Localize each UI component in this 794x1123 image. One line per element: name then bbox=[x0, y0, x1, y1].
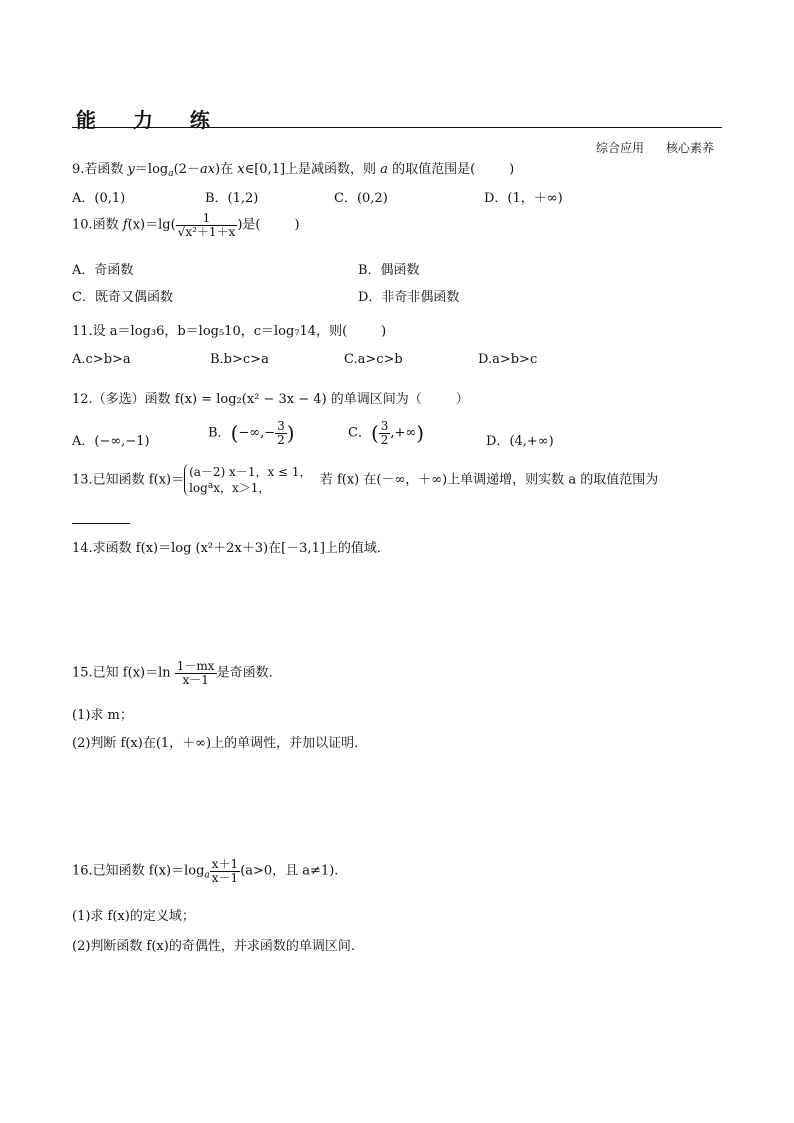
q16-part-1: (1)求 f(x)的定义域； bbox=[72, 909, 195, 924]
question-10: 10.函数 f(x)＝lg( $\frac{1}{\text{√x²＋1＋x}}$ )是( ) bbox=[72, 211, 300, 239]
q11-option-a: A.c>b>a bbox=[72, 352, 131, 367]
q13-piecewise: (a－2) x－1，x ≤ 1， $\log^ax$，x＞1， bbox=[184, 464, 311, 496]
q16-part-2: (2)判断函数 f(x)的奇偶性，并求函数的单调区间. bbox=[72, 939, 355, 954]
q9-option-a: A．(0,1) bbox=[72, 191, 126, 206]
q11-option-b: B.b>c>a bbox=[210, 352, 269, 367]
question-14: 14.求函数 f(x)＝log (x²＋2x＋3)在[－3,1]上的值域． bbox=[72, 541, 390, 556]
q10-option-d: D．非奇非偶函数 bbox=[358, 290, 460, 305]
question-9: 9.若函数 $y=\log_a(2-ax)$在 x∈[0,1]上是减函数，则 a 的取值范围是( ) bbox=[72, 162, 515, 179]
q10-fraction: $\frac{1}{\text{√x²＋1＋x}}$ bbox=[177, 211, 236, 239]
q10-option-a: A．奇函数 bbox=[72, 263, 134, 278]
question-15: 15.已知 f(x)＝ln $\frac{1-mx}{x-1}$ 是奇函数． bbox=[72, 659, 282, 687]
q12-option-a: A．(−∞,−1) bbox=[72, 434, 150, 449]
q12-option-b: B．(−∞,− $\frac{3}{2}$ ) bbox=[208, 419, 295, 447]
section-tags bbox=[596, 139, 714, 156]
q12-option-c: C．( $\frac{3}{2}$ ,+∞) bbox=[348, 419, 425, 447]
q15-part-1: (1)求 m； bbox=[72, 708, 133, 723]
q11-option-c: C.a>c>b bbox=[344, 352, 403, 367]
tag-comprehensive: 综合应用 bbox=[596, 141, 645, 155]
section-title: 能 力 练 bbox=[76, 108, 225, 132]
q16-fraction: $\frac{x+1}{x-1}$ bbox=[211, 857, 239, 885]
q15-part-2: (2)判断 f(x)在(1，＋∞)上的单调性，并加以证明． bbox=[72, 736, 368, 751]
q9-option-b: B．(1,2) bbox=[205, 191, 259, 206]
title-underline bbox=[72, 127, 722, 128]
tag-core-literacy: 核心素养 bbox=[666, 141, 715, 155]
q13-answer-blank[interactable] bbox=[72, 513, 130, 528]
question-16: 16.已知函数 $f(x)=\log_a$ $\frac{x+1}{x-1}$ (a>0，且 a≠1). bbox=[72, 857, 339, 885]
q10-option-b: B．偶函数 bbox=[358, 263, 420, 278]
q9-option-d: D．(1，＋∞) bbox=[484, 191, 563, 206]
q12-option-d: D．(4,+∞) bbox=[486, 434, 554, 449]
q15-fraction: $\frac{1-mx}{x-1}$ bbox=[176, 659, 215, 687]
q10-option-c: C．既奇又偶函数 bbox=[72, 290, 173, 305]
question-12: 12.（多选）函数 f(x) = log₂(x² − 3x − 4) 的单调区间为（ ） bbox=[72, 392, 469, 407]
q11-option-d: D.a>b>c bbox=[478, 352, 538, 367]
question-11: 11.设 a＝log₃6，b＝log₅10，c＝log₇14，则( ) bbox=[72, 324, 387, 339]
question-13: 13.已知函数 f(x)＝(a－2) x－1，x ≤ 1， $\log^ax$，x＞1， 若 f(x) 在(－∞，＋∞)上单调递增，则实数 a 的取值范围为 bbox=[72, 465, 659, 496]
q9-option-c: C．(0,2) bbox=[334, 191, 388, 206]
